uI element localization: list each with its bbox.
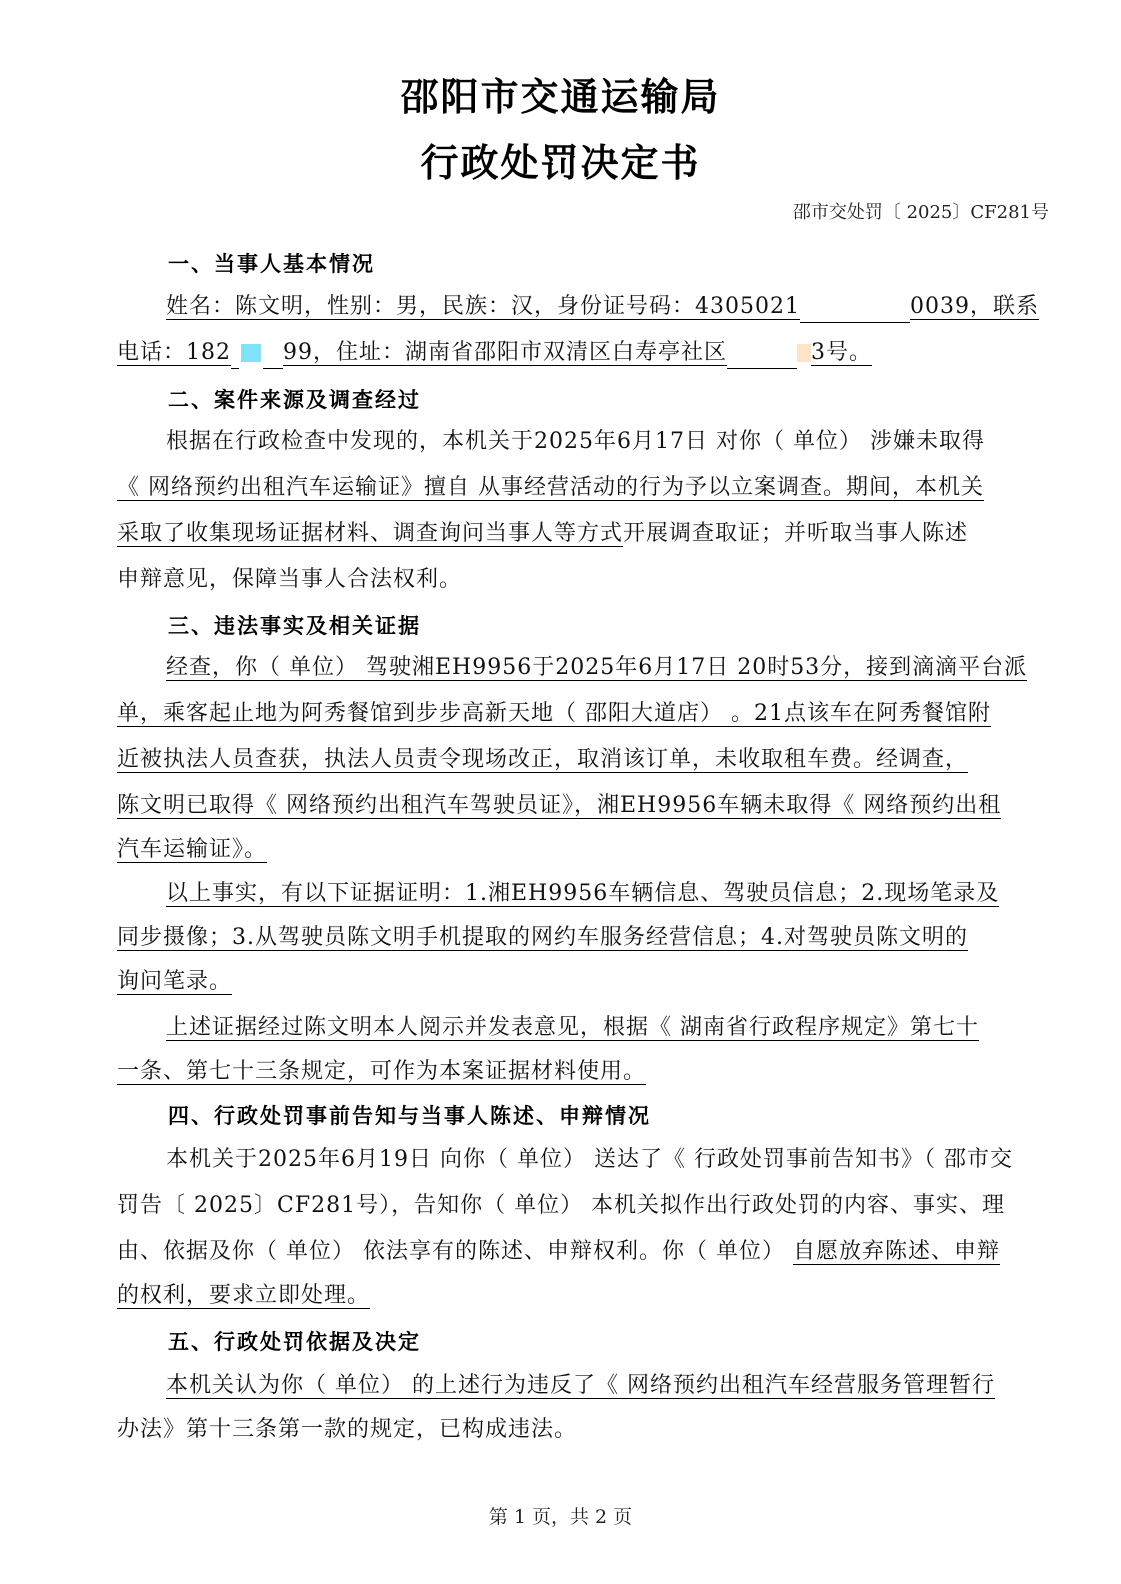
section-4-heading: 四、行政处罚事前告知与当事人陈述、申辩情况 — [168, 1104, 651, 1128]
agency-title: 邵阳市交通运输局 — [400, 75, 721, 119]
evidence-basis-line-1: 上述证据经过陈文明本人阅示并发表意见，根据《 湖南省行政程序规定》第七十 — [166, 1015, 979, 1040]
page-number: 第 1 页，共 2 页 — [488, 1506, 633, 1528]
facts-line-3: 近被执法人员查获，执法人员责令现场改正，取消该订单，未收取租车费。经调查， — [117, 747, 969, 772]
redacted-id-segment — [800, 290, 910, 323]
section-2-line-4: 申辩意见，保障当事人合法权利。 — [117, 567, 463, 592]
section-5-heading: 五、行政处罚依据及决定 — [168, 1330, 421, 1354]
basis-line-2: 办法》第十三条第一款的规定，已构成违法。 — [117, 1417, 578, 1442]
section-1-line-2 — [117, 336, 1047, 372]
evidence-line-2: 同步摄像；3.从驾驶员陈文明手机提取的网约车服务经营信息；4.对驾驶员陈文明的 — [117, 925, 968, 950]
case-source-text: 《 网络预约出租汽车运输证》擅自 从事经营活动的行为予以立案调查。期间，本机关 — [117, 475, 984, 500]
evidence-line-3: 询问笔录。 — [117, 969, 233, 994]
facts-line-2: 单，乘客起止地为阿秀餐馆到步步高新天地（ 邵阳大道店） 。21点该车在阿秀餐馆附 — [117, 701, 991, 726]
party-info-text: 姓名：陈文明，性别：男，民族：汉，身份证号码：4305021 — [166, 293, 800, 319]
document-number: 邵市交处罚〔 2025〕CF281号 — [792, 202, 1049, 223]
section-2-line-1: 根据在行政检查中发现的，本机关于2025年6月17日 对你（ 单位） 涉嫌未取得 — [166, 429, 985, 454]
redaction-mark — [241, 344, 261, 362]
facts-line-1: 经查，你（ 单位） 驾驶湘EH9956于2025年6月17日 20时53分，接到滴滴平台派 — [166, 655, 1028, 680]
evidence-basis-line-2: 一条、第七十三条规定，可作为本案证据材料使用。 — [117, 1059, 647, 1084]
notice-line-2: 罚告〔 2025〕CF281号），告知你（ 单位） 本机关拟作出行政处罚的内容、事实、理 — [117, 1193, 1006, 1218]
waiver-text: 自愿放弃陈述、申辩 — [792, 1239, 1000, 1264]
phone-label-text: 电话：182 — [117, 339, 231, 365]
section-2-heading: 二、案件来源及调查经过 — [168, 388, 421, 412]
section-3-heading: 三、违法事实及相关证据 — [168, 614, 421, 638]
basis-line-1: 本机关认为你（ 单位） 的上述行为违反了《 网络预约出租汽车经营服务管理暂行 — [166, 1373, 995, 1398]
investigation-method-text-cont: 开展调查取证；并听取当事人陈述 — [623, 521, 969, 546]
facts-line-4: 陈文明已取得《 网络预约出租汽车驾驶员证》，湘EH9956车辆未取得《 网络预约出租 — [117, 793, 1002, 818]
document-type-title: 行政处罚决定书 — [420, 141, 701, 185]
investigation-method-text: 采取了收集现场证据材料、调查询问当事人等方式 — [117, 521, 624, 546]
section-2-line-2 — [117, 472, 1047, 508]
notice-line-4: 的权利，要求立即处理。 — [117, 1283, 371, 1308]
section-1-line-1 — [166, 290, 1047, 326]
redaction-mark-peach — [797, 344, 811, 362]
address-text-end: 3号。 — [811, 339, 872, 365]
notice-line-1: 本机关于2025年6月19日 向你（ 单位） 送达了《 行政处罚事前告知书》（ 邵市交 — [166, 1147, 1013, 1172]
party-info-text-cont: 0039，联系 — [909, 293, 1039, 319]
evidence-line-1: 以上事实，有以下证据证明：1.湘EH9956车辆信息、驾驶员信息；2.现场笔录及 — [166, 881, 1000, 906]
notice-line-3: 由、依据及你（ 单位） 依法享有的陈述、申辩权利。你（ 单位） 自愿放弃陈述、申辩 — [117, 1239, 1000, 1264]
section-2-line-3 — [117, 518, 1047, 554]
facts-line-5: 汽车运输证》。 — [117, 837, 268, 862]
address-text: 99，住址：湖南省邵阳市双清区白寿亭社区 — [283, 339, 727, 365]
redacted-address-segment — [727, 336, 797, 369]
section-1-heading: 一、当事人基本情况 — [168, 252, 375, 276]
